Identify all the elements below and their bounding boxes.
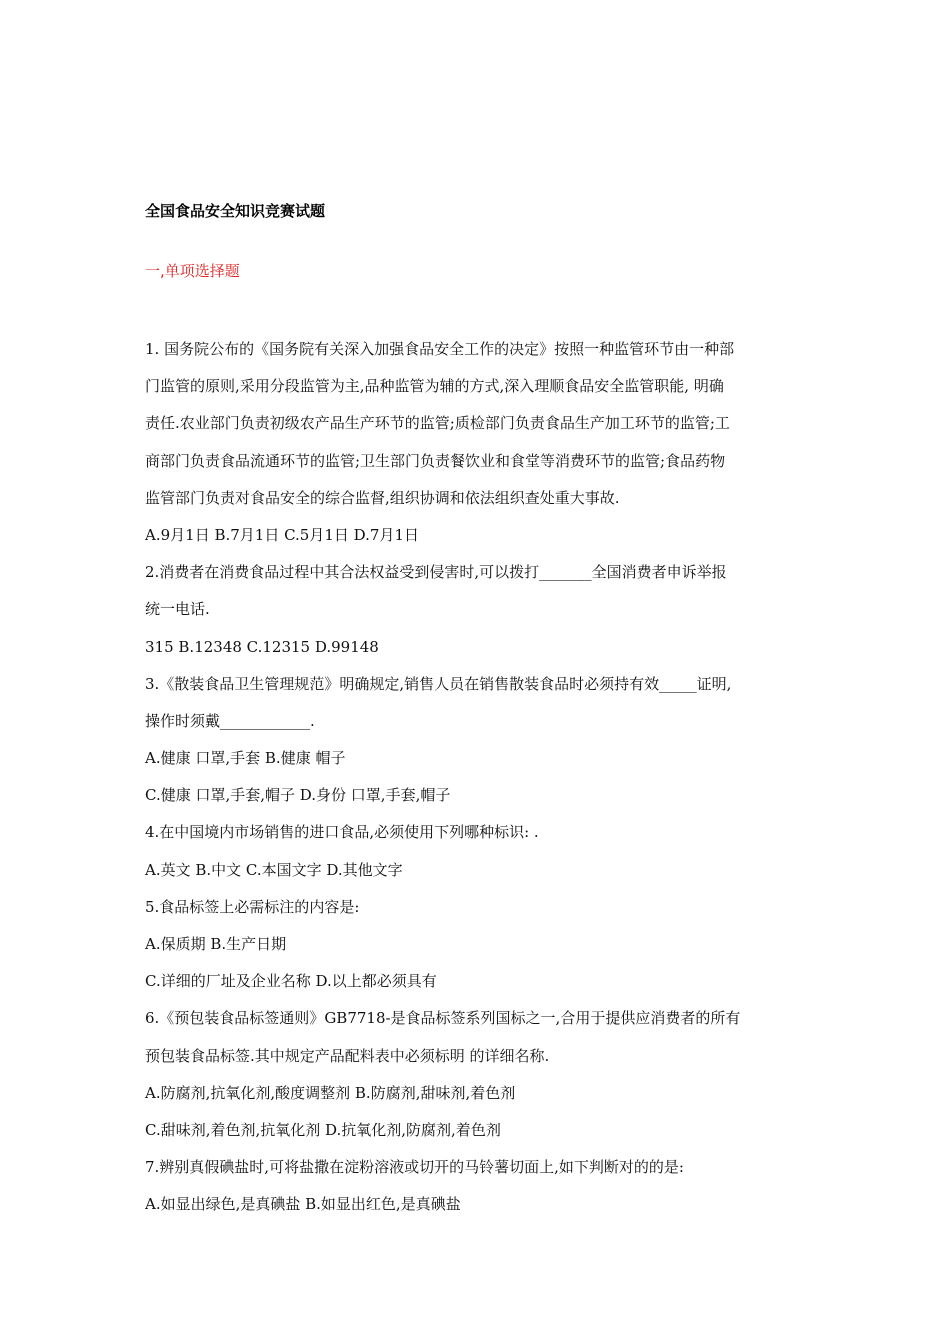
text-line: 预包装食品标签.其中规定产品配料表中必须标明 的详细名称. xyxy=(145,1046,550,1065)
text-line: 5.食品标签上必需标注的内容是: xyxy=(145,897,360,916)
text-line: 6.《预包装食品标签通则》GB7718-是食品标签系列国标之一,合用于提供应消费者的所有 xyxy=(145,1009,741,1028)
text-line: 4.在中国境内市场销售的进口食品,必须使用下列哪种标识: . xyxy=(145,823,539,842)
document-title: 全国食品安全知识竞赛试题 xyxy=(145,202,326,220)
text-line: A.保质期 B.生产日期 xyxy=(145,935,287,953)
text-line: 2.消费者在消费食品过程中其合法权益受到侵害时,可以拨打_______全国消费者申诉举报 xyxy=(145,563,727,582)
text-line: 商部门负责食品流通环节的监管;卫生部门负责餐饮业和食堂等消费环节的监管;食品药物 xyxy=(145,451,726,470)
text-line: A.9月1日 B.7月1日 C.5月1日 D.7月1日 xyxy=(145,525,420,544)
text-line: 监管部门负责对食品安全的综合监督,组织协调和依法组织查处重大事故. xyxy=(145,488,620,507)
text-line: 1. 国务院公布的《国务院有关深入加强食品安全工作的决定》按照一种监管环节由一种部 xyxy=(145,340,735,358)
text-line: 门监管的原则,采用分段监管为主,品种监管为辅的方式,深入理顺食品安全监管职能, 明确 xyxy=(145,377,724,396)
text-line: 统一电话. xyxy=(145,600,210,619)
section-heading: 一,单项选择题 xyxy=(145,262,240,280)
text-line: A.如显出绿色,是真碘盐 B.如显出红色,是真碘盐 xyxy=(145,1195,461,1214)
text-line: C.甜味剂,着色剂,抗氧化剂 D.抗氧化剂,防腐剂,着色剂 xyxy=(145,1120,501,1139)
text-line: C.详细的厂址及企业名称 D.以上都必须具有 xyxy=(145,972,437,991)
text-line: 315 B.12348 C.12315 D.99148 xyxy=(145,637,379,656)
text-line: A.英文 B.中文 C.本国文字 D.其他文字 xyxy=(145,860,403,879)
text-line: 操作时须戴____________. xyxy=(145,711,315,730)
text-line: A.防腐剂,抗氧化剂,酸度调整剂 B.防腐剂,甜味剂,着色剂 xyxy=(145,1083,516,1102)
text-line: 3.《散装食品卫生管理规范》明确规定,销售人员在销售散装食品时必须持有效_____证明, xyxy=(145,674,732,693)
text-line: A.健康 口罩,手套 B.健康 帽子 xyxy=(145,749,346,768)
text-line: 责任.农业部门负责初级农产品生产环节的监管;质检部门负责食品生产加工环节的监管;工 xyxy=(145,414,730,433)
text-line: 7.辨别真假碘盐时,可将盐撒在淀粉溶液或切开的马铃薯切面上,如下判断对的的是: xyxy=(145,1158,684,1177)
question-body xyxy=(145,331,810,1224)
text-line: C.健康 口罩,手套,帽子 D.身份 口罩,手套,帽子 xyxy=(145,786,451,805)
